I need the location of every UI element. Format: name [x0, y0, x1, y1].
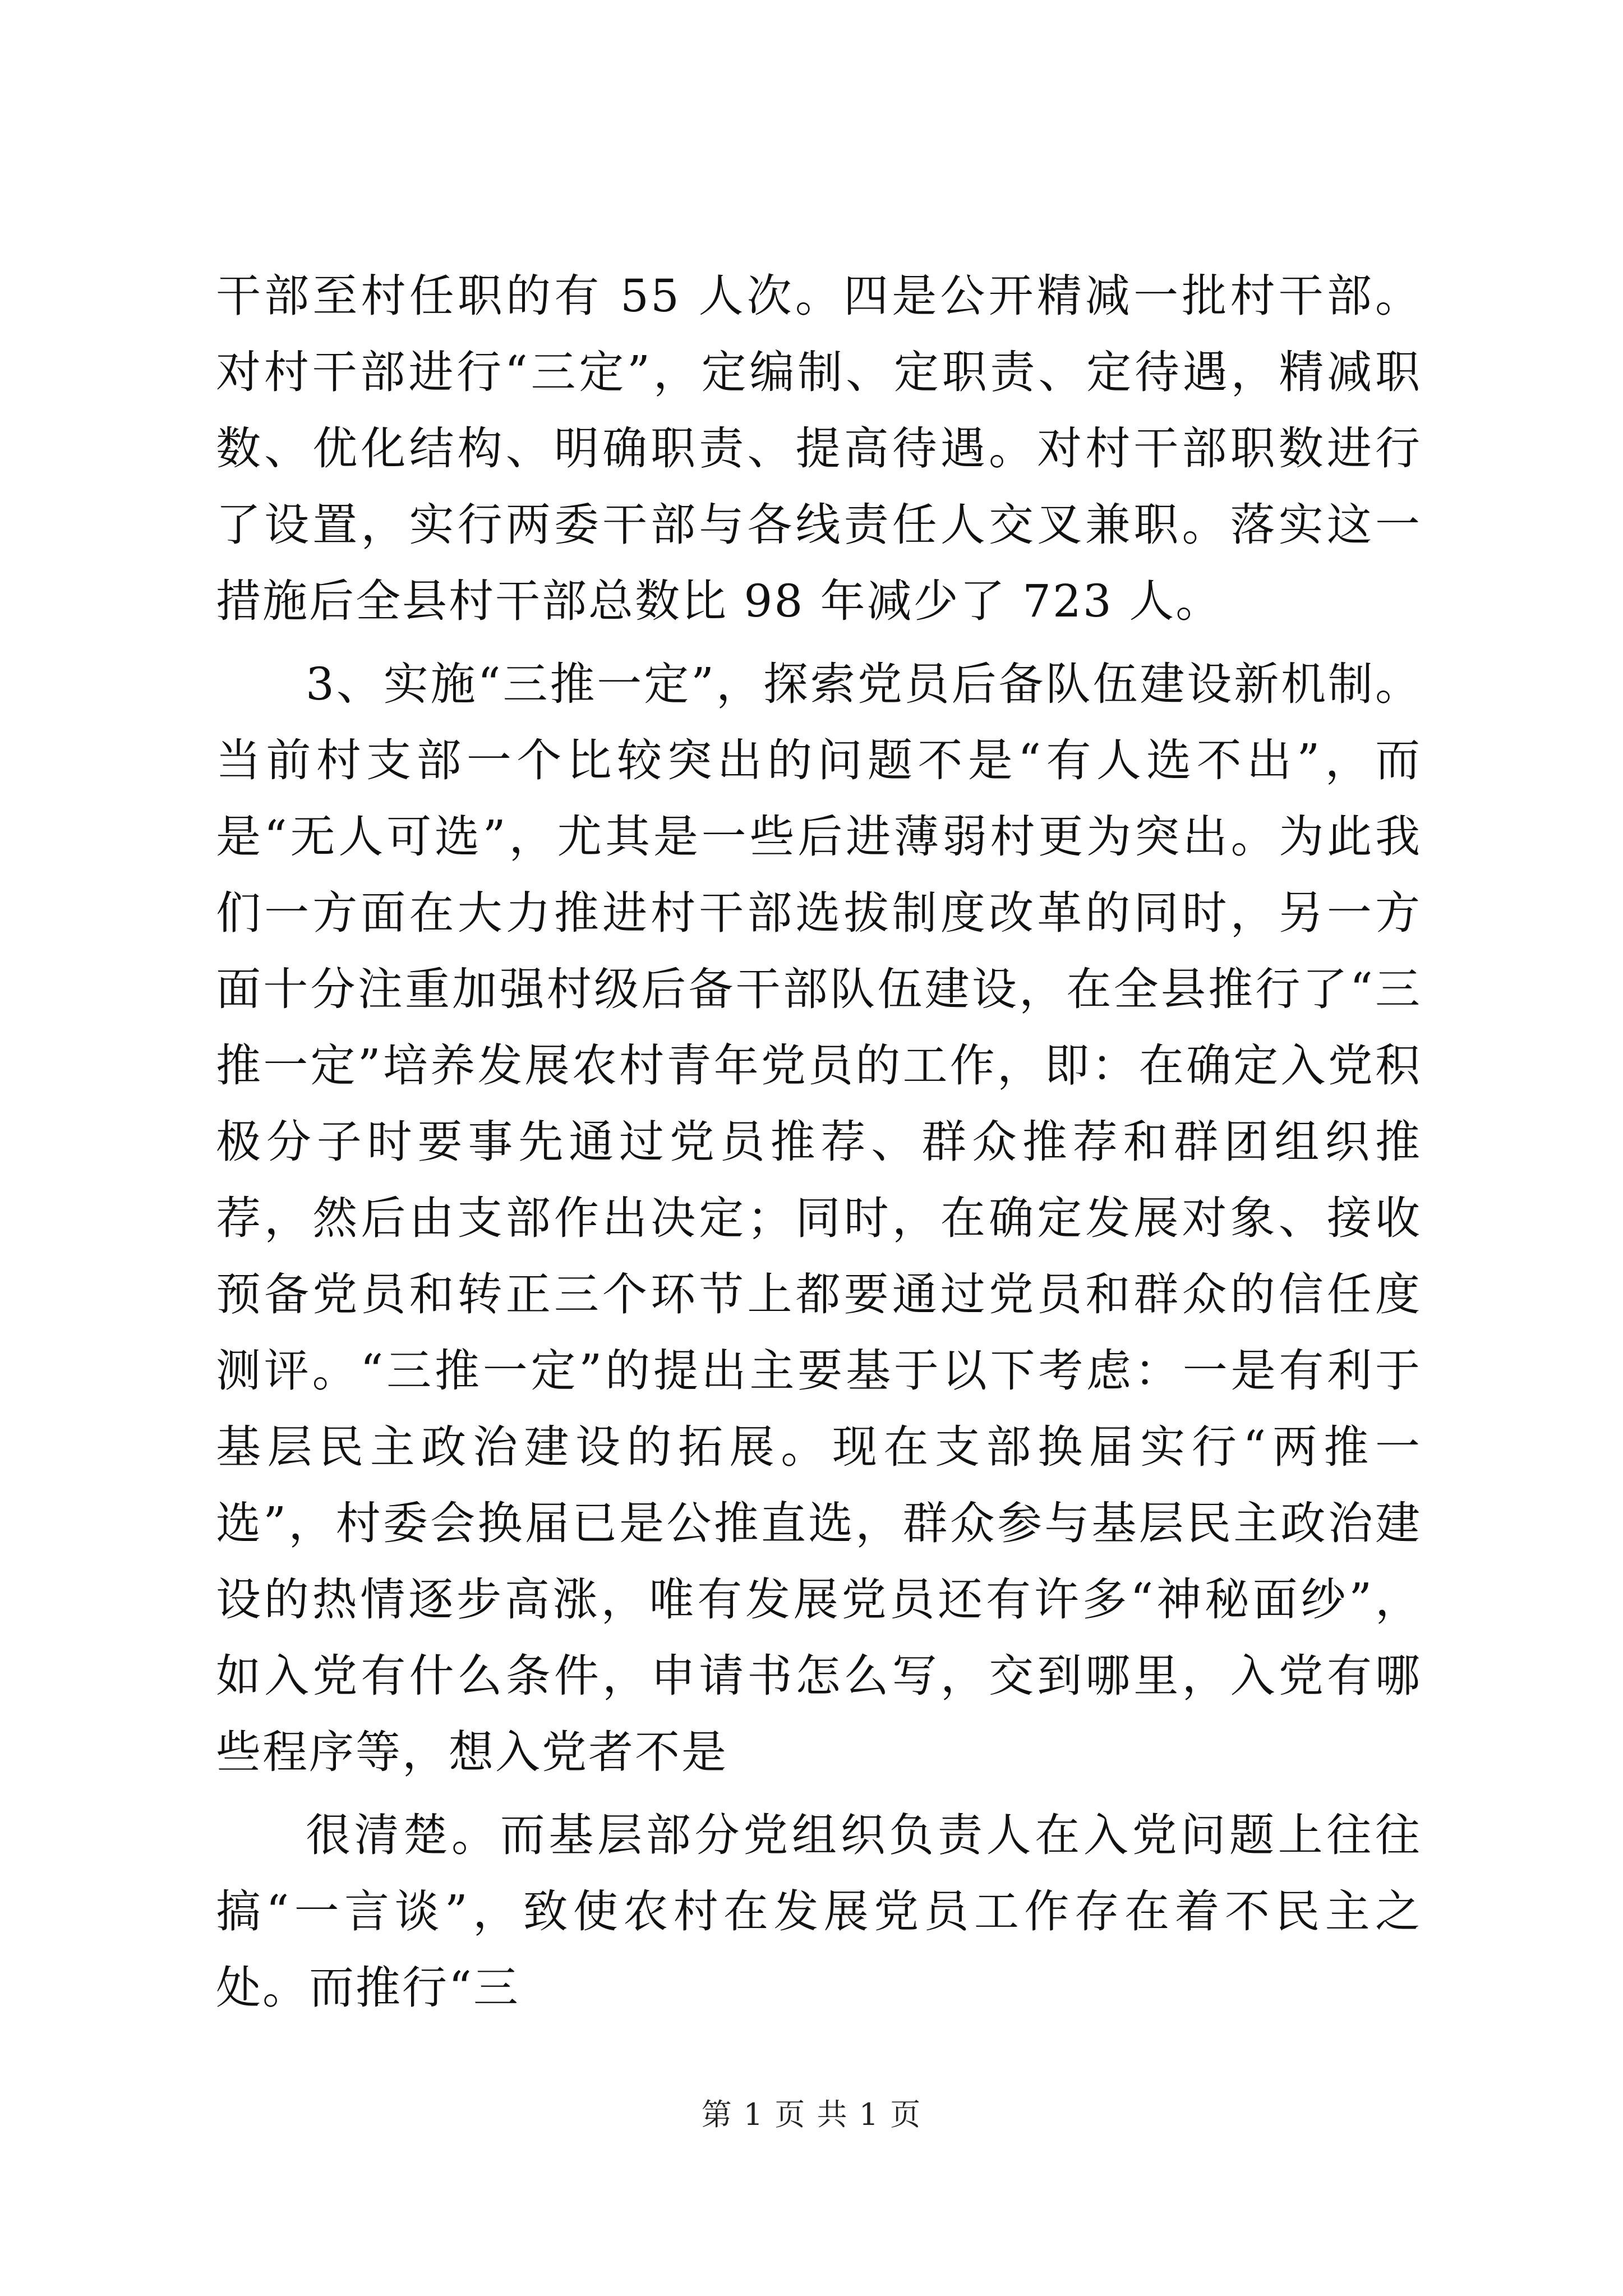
paragraph-continuation: 干部至村任职的有 55 人次。四是公开精减一批村干部。对村干部进行“三定”，定编制、定职责、定待遇，精减职数、优化结构、明确职责、提高待遇。对村干部职数进行了设置，实行两委干部与各线责任人交叉兼职。落实这一措施后全县村干部总数比 98 年减少了 723 人。 — [216, 270, 1422, 627]
paragraph-section-3: 3、实施“三推一定”，探索党员后备队伍建设新机制。当前村支部一个比较突出的问题不是“有人选不出”，而是“无人可选”，尤其是一些后进薄弱村更为突出。为此我们一方面在大力推进村干部选拔制度改革的同时，另一方面十分注重加强村级后备干部队伍建设，在全县推行了“三推一定”培养发展农村青年党员的工作，即：在确定入党积极分子时要事先通过党员推荐、群众推荐和群团组织推荐，然后由支部作出决定；同时，在确定发展对象、接收预备党员和转正三个环节上都要通过党员和群众的信任度测评。“三推一定”的提出主要基于以下考虑：一是有利于基层民主政治建设的拓展。现在支部换届实行“两推一选”，村委会换届已是公推直选，群众参与基层民主政治建设的热情逐步高涨，唯有发展党员还有许多“神秘面纱”，如入党有什么条件，申请书怎么写，交到哪里，入党有哪些程序等，想入党者不是 — [216, 658, 1422, 1778]
page-number-label: 第 1 页 共 1 页 — [701, 2097, 922, 2132]
page-footer — [0, 2095, 1623, 2134]
paragraph-following: 很清楚。而基层部分党组织负责人在入党问题上往往搞“一言谈”，致使农村在发展党员工作存在着不民主之处。而推行“三 — [216, 1809, 1422, 2014]
document-body — [216, 258, 1422, 2026]
